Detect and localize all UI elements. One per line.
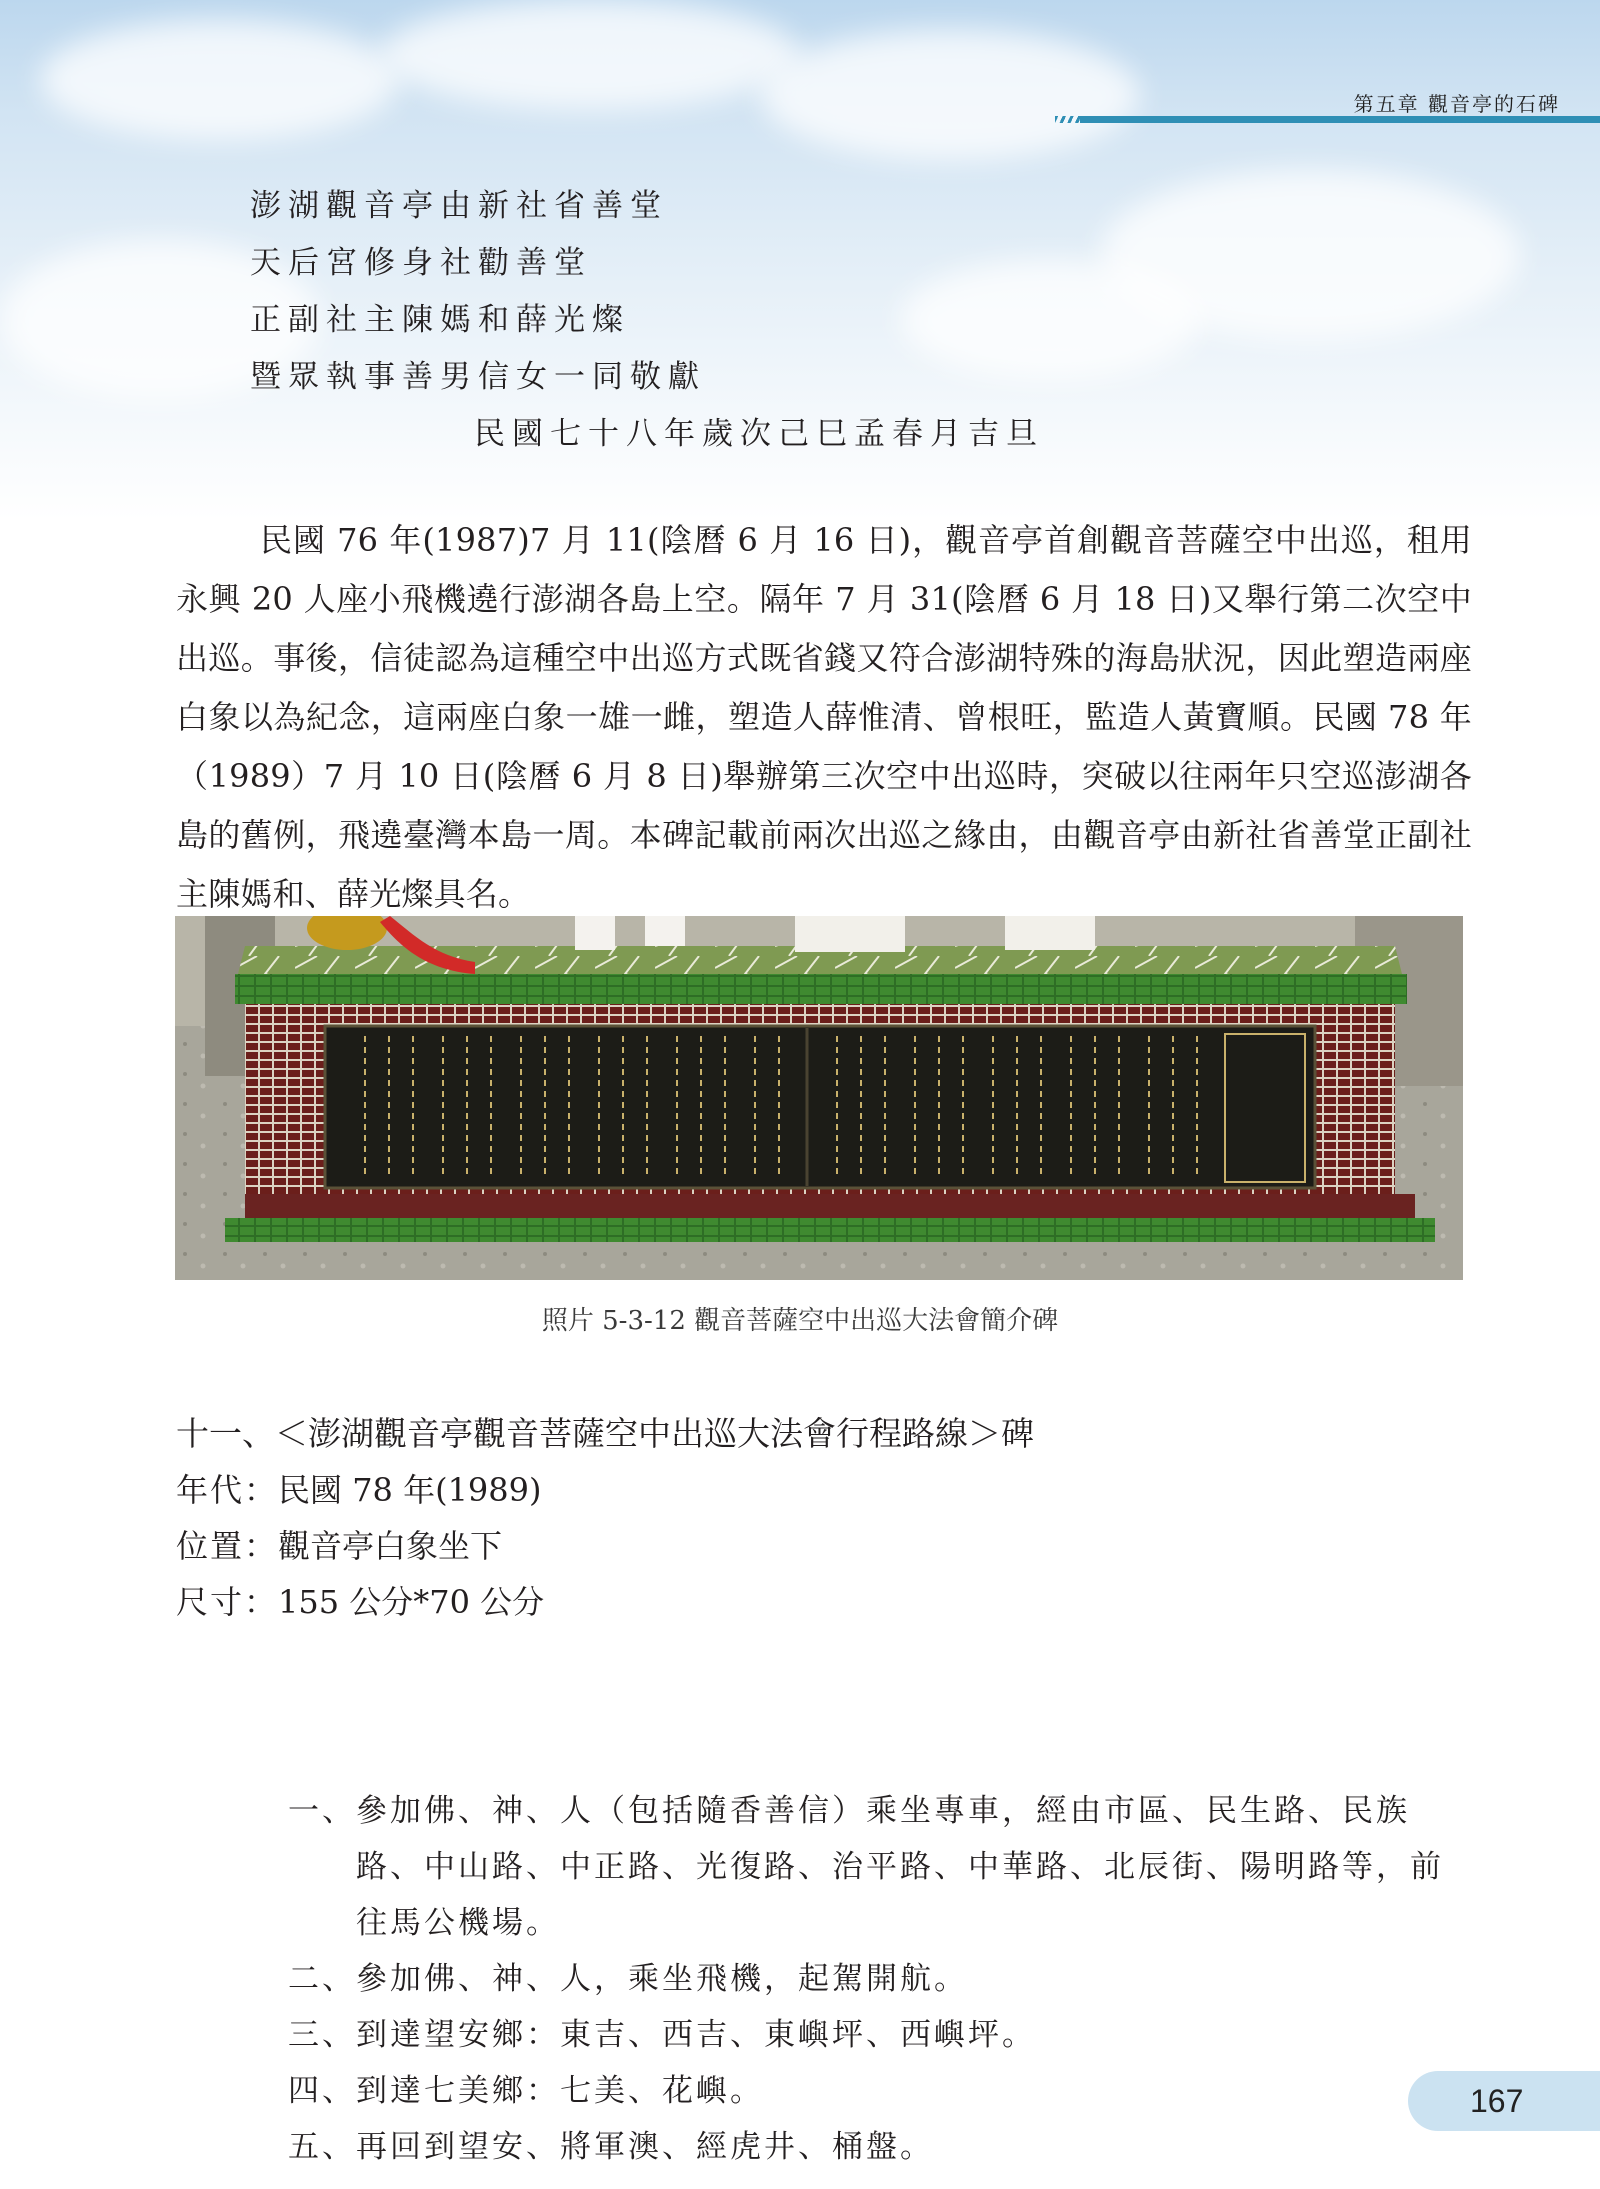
- chapter-header: [1055, 86, 1600, 126]
- meta-era: [176, 1465, 542, 1511]
- inscription-date: 民國七十八年歲次己巳孟春月吉旦: [474, 416, 1044, 452]
- route-item-text: 參加佛、神、人（包括隨香善信）乘坐專車，經由市區、民生路、民族路、中山路、中正路、光復路、治平路、中華路、北辰街、陽明路等，前往馬公機場。: [356, 1793, 1444, 1941]
- route-item-text: 到達望安鄉：東吉、西吉、東嶼坪、西嶼坪。: [356, 2017, 1036, 2053]
- route-list: [288, 1783, 1468, 2175]
- meta-location: [176, 1521, 502, 1567]
- section-heading: 十一、＜澎湖觀音亭觀音菩薩空中出巡大法會行程路線＞碑: [176, 1414, 1034, 1453]
- meta-location-label: 位置：: [176, 1527, 279, 1565]
- inscription-line: 天后宮修身社勸善堂: [250, 245, 592, 281]
- route-item-number: 二、: [288, 1961, 356, 1997]
- chapter-title: 第五章 觀音亭的石碑: [1353, 92, 1560, 116]
- inscription-quote: [250, 178, 1044, 463]
- route-item-number: 四、: [288, 2073, 356, 2109]
- meta-location-value: 觀音亭白象坐下: [278, 1527, 503, 1565]
- meta-size-value: 155 公分*70 公分: [278, 1583, 545, 1621]
- route-item: [288, 2007, 1468, 2063]
- inscription-line: 正副社主陳媽和薛光燦: [250, 302, 630, 338]
- page-number-tab: [1408, 2071, 1600, 2131]
- meta-size: [176, 1577, 544, 1623]
- route-item-number: 五、: [288, 2129, 356, 2165]
- inscription-line: 澎湖觀音亭由新社省善堂: [250, 188, 668, 224]
- route-item: [288, 1783, 1468, 1951]
- route-item-number: 一、: [288, 1793, 356, 1829]
- inscription-line: 暨眾執事善男信女一同敬獻: [250, 359, 706, 395]
- route-item: [288, 2119, 1468, 2175]
- route-item: [288, 1951, 1468, 2007]
- meta-size-label: 尺寸：: [176, 1583, 279, 1621]
- page-number: 167: [1470, 2083, 1524, 2119]
- route-item: [288, 2063, 1468, 2119]
- route-item-number: 三、: [288, 2017, 356, 2053]
- route-item-text: 再回到望安、將軍澳、經虎井、桶盤。: [356, 2129, 934, 2165]
- route-item-text: 到達七美鄉：七美、花嶼。: [356, 2073, 764, 2109]
- photo-caption: 照片 5-3-12 觀音菩薩空中出巡大法會簡介碑: [541, 1306, 1059, 1336]
- body-paragraph: 民國 76 年(1987)7 月 11(陰曆 6 月 16 日)，觀音亭首創觀音菩薩空中出巡，租用永興 20 人座小飛機遶行澎湖各島上空。隔年 7 月 31(陰曆 6 月 18 日)又舉行第二次空中出巡。事後，信徒認為這種空中出巡方式既省錢又符合澎湖特殊的海島狀況，因此塑造兩座白象以為紀念，這兩座白象一雄一雌，塑造人薛惟清、曾根旺，監造人黃寶順。民國 78 年（1989）7 月 10 日(陰曆 6 月 8 日)舉辦第三次空中出巡時，突破以往兩年只空巡澎湖各島的舊例，飛遶臺灣本島一周。本碑記載前兩次出巡之緣由，由觀音亭由新社省善堂正副社主陳媽和、薛光燦具名。: [176, 521, 1472, 913]
- chapter-rule: [1080, 116, 1600, 123]
- meta-era-label: 年代：: [176, 1471, 279, 1509]
- meta-era-value: 民國 78 年(1989): [278, 1471, 542, 1509]
- chapter-rule-stripes: [1055, 116, 1083, 123]
- stele-photo: [175, 916, 1463, 1280]
- route-item-text: 參加佛、神、人，乘坐飛機，起駕開航。: [356, 1961, 968, 1997]
